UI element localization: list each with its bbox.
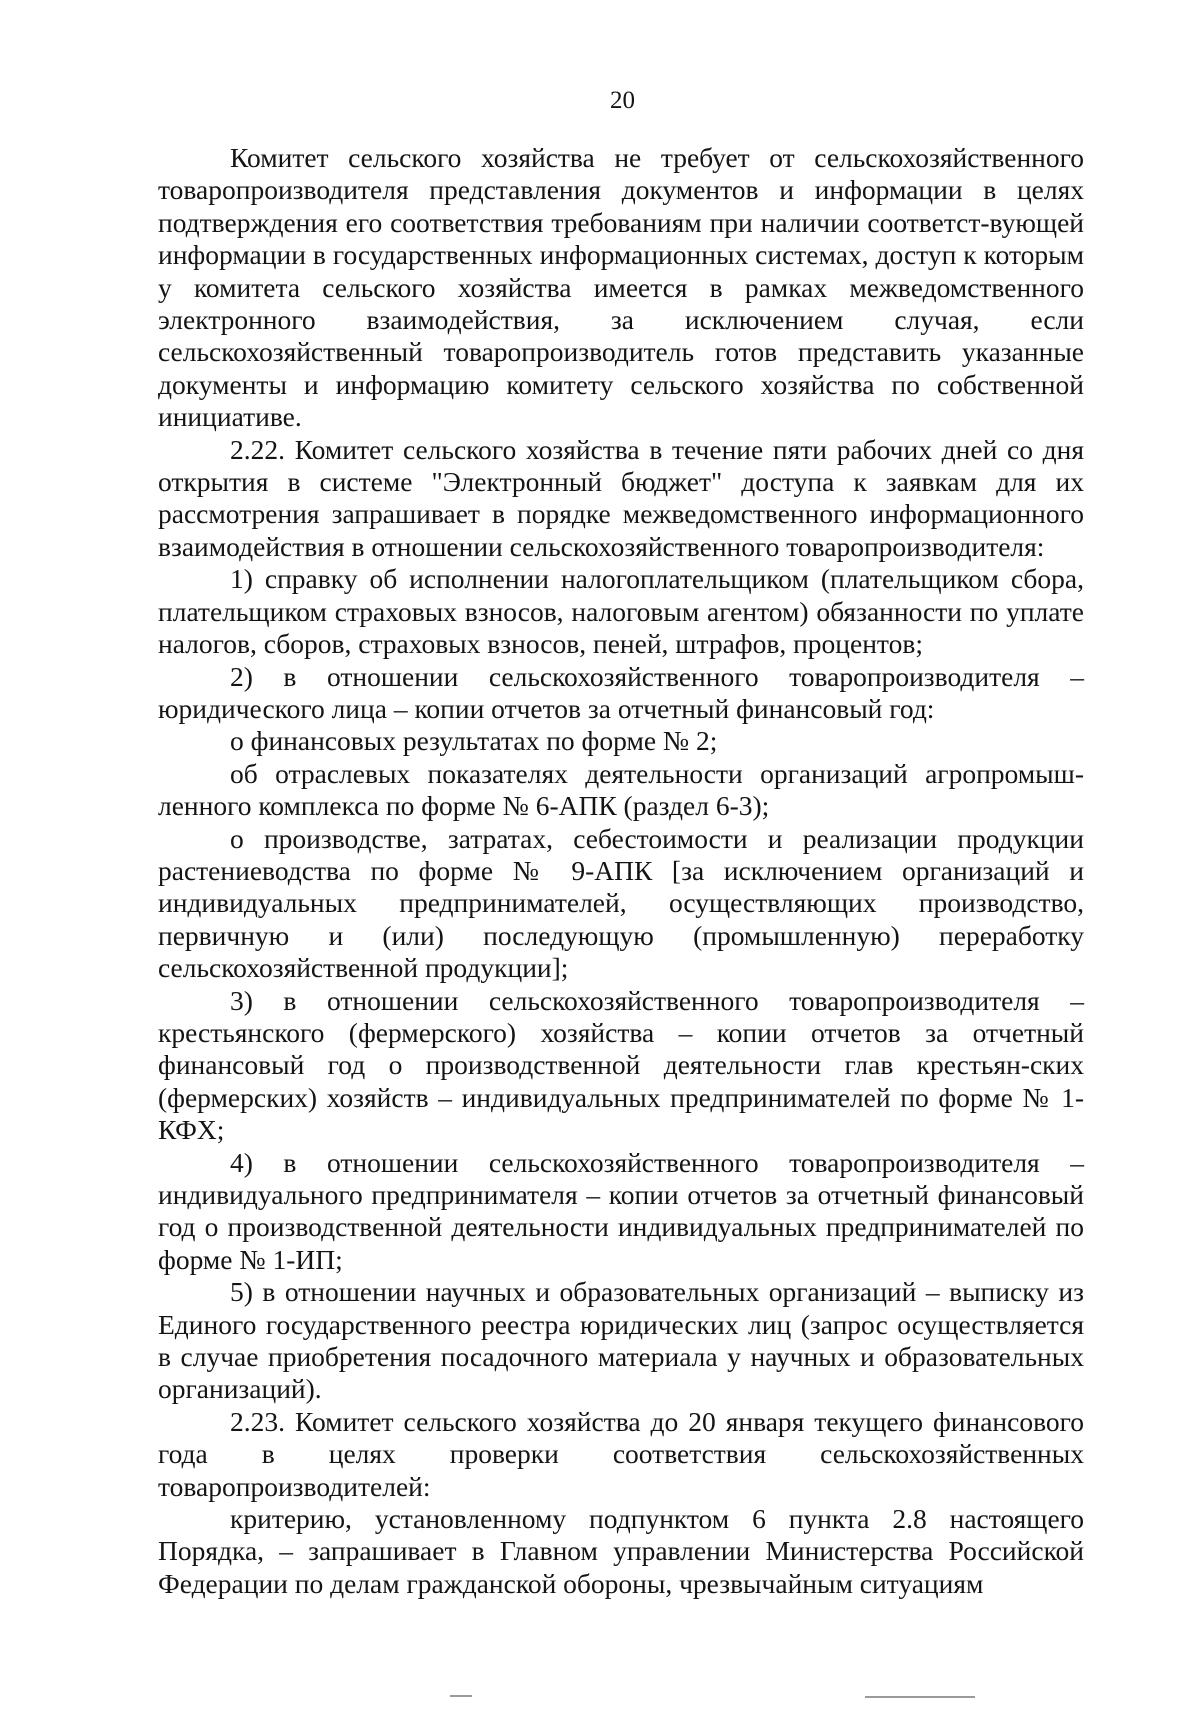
paragraph-2-22: 2.22. Комитет сельского хозяйства в течение пяти рабочих дней со дня открытия в системе "Электронный бюджет" доступа к заявкам для их рассмотрения запрашивает в порядке межведомственного информационного взаимодействия в отношении сельскохозяйственного товаропроизводителя: <box>158 433 1084 562</box>
list-item-3: 3) в отношении сельскохозяйственного товаропроизводителя – крестьянского (фермерского) хозяйства – копии отчетов за отчетный финансовый год о производственной деятельности глав крестьян-ских (фермерских) хозяйств – индивидуальных предпринимателей по форме № 1-КФХ; <box>158 984 1084 1146</box>
list-item-1: 1) справку об исполнении налогоплательщиком (плательщиком сбора, плательщиком страховых взносов, налоговым агентом) обязанности по уплате налогов, сборов, страховых взносов, пеней, штрафов, процентов; <box>158 563 1084 660</box>
page-number: 20 <box>610 87 635 114</box>
paragraph-2-23: 2.23. Комитет сельского хозяйства до 20 января текущего финансового года в целях проверки соответствия сельскохозяйственных товаропроизводителей: <box>158 1405 1084 1502</box>
paragraph-information-request-rule: Комитет сельского хозяйства не требует от сельскохозяйственного товаропроизводителя представления документов и информации в целях подтверждения его соответствия требованиям при наличии соответст-вующей информации в государственных информационных системах, доступ к которым у комитета сельского хозяйства имеется в рамках межведомственного электронного взаимодействия, за исключением случая, если сельскохозяйственный товаропроизводитель готов представить указанные документы и информацию комитету сельского хозяйства по собственной инициативе. <box>158 142 1084 433</box>
document-body <box>158 142 1084 1600</box>
scan-mark-right <box>865 1696 975 1698</box>
list-item-5: 5) в отношении научных и образовательных организаций – выписку из Единого государственного реестра юридических лиц (запрос осуществляется в случае приобретения посадочного материала у научных и образовательных организаций). <box>158 1276 1084 1405</box>
list-item-4: 4) в отношении сельскохозяйственного товаропроизводителя – индивидуального предпринимателя – копии отчетов за отчетный финансовый год о производственной деятельности индивидуальных предпринимателей по форме № 1-ИП; <box>158 1146 1084 1275</box>
report-form-9-apk: о производстве, затратах, себестоимости и реализации продукции растениеводства по форме № 9-АПК [за исключением организаций и индивидуальных предпринимателей, осуществляющих производство, первичную и (или) последующую (промышленную) переработку сельскохозяйственной продукции]; <box>158 822 1084 984</box>
report-form-2: о финансовых результатах по форме № 2; <box>230 725 718 757</box>
report-form-6-apk: об отраслевых показателях деятельности организаций агропромыш-ленного комплекса по форме № 6-АПК (раздел 6-3); <box>158 757 1084 822</box>
criterion-paragraph: критерию, установленному подпунктом 6 пункта 2.8 настоящего Порядка, – запрашивает в Главном управлении Министерства Российской Федерации по делам гражданской обороны, чрезвычайным ситуациям <box>158 1503 1084 1599</box>
scan-mark-left <box>450 1695 472 1697</box>
list-item-2: 2) в отношении сельскохозяйственного товаропроизводителя – юридического лица – копии отчетов за отчетный финансовый год: <box>158 660 1084 724</box>
